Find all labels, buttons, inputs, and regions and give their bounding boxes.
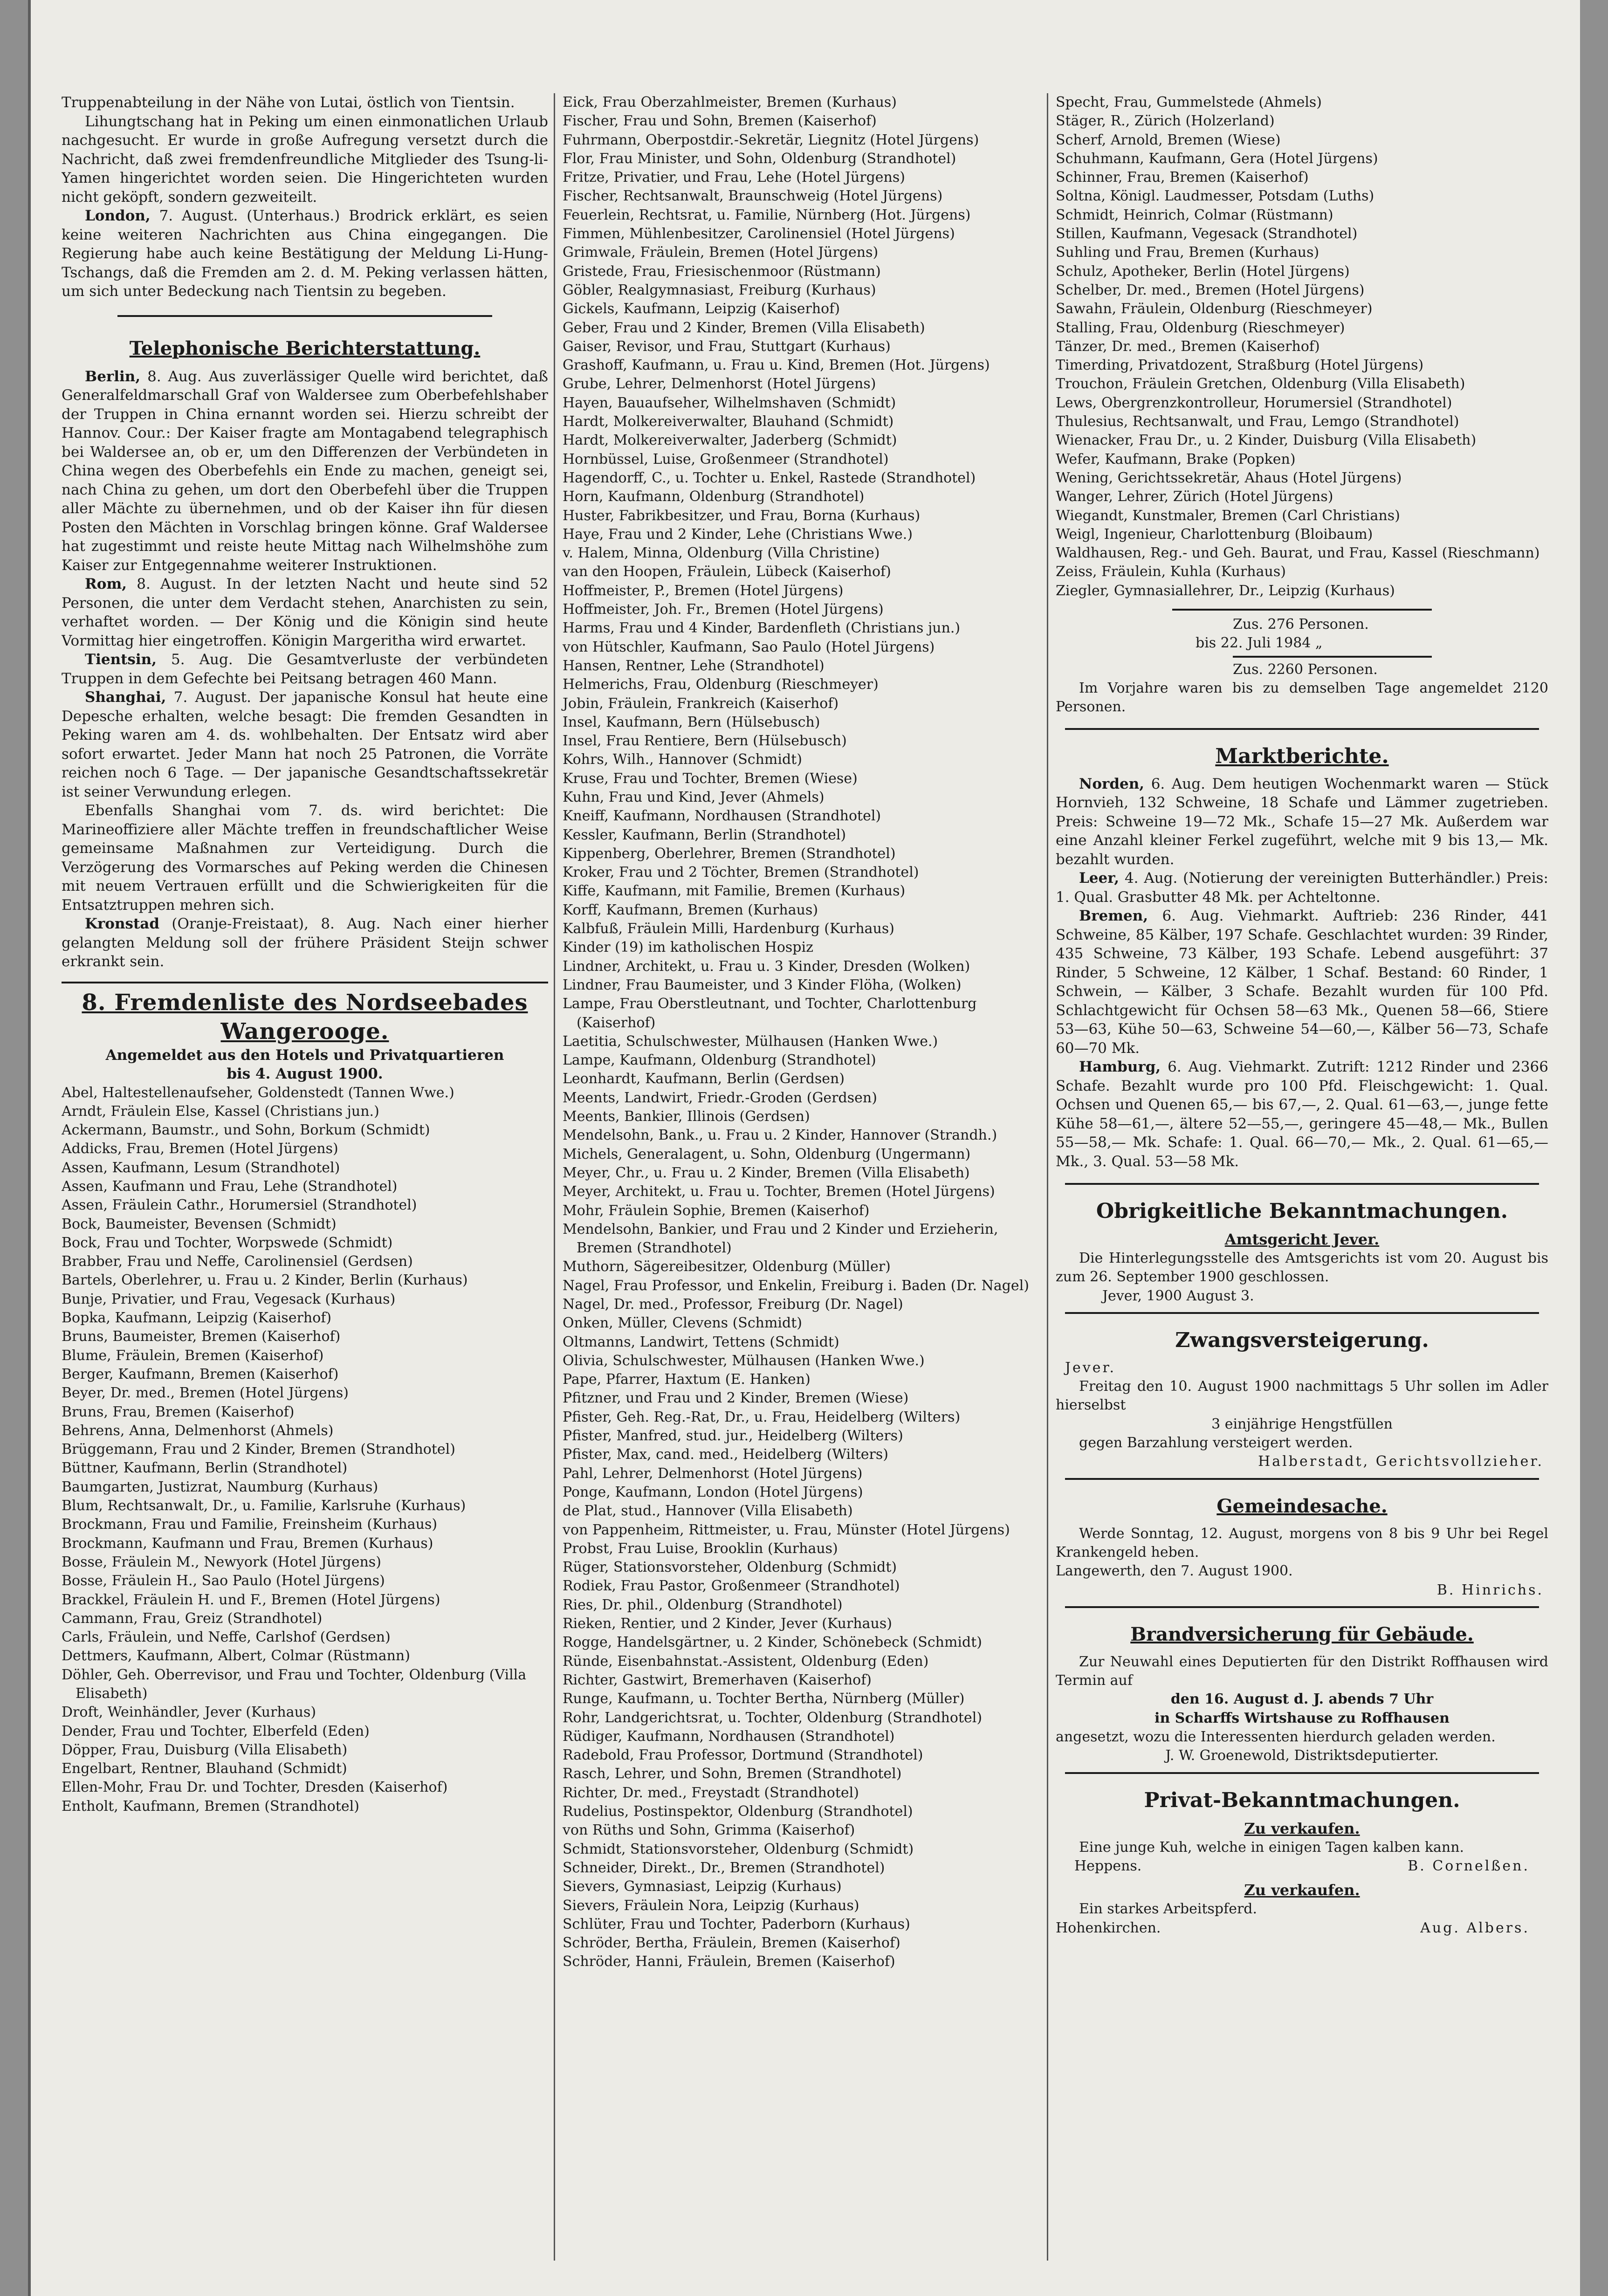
guest-entry: von Hütschler, Kaufmann, Sao Paulo (Hotel Jürgens) [563, 639, 935, 655]
section-heading-community: Gemeindesache. [1216, 1495, 1388, 1517]
guest-entry: Bruns, Frau, Bremen (Kaiserhof) [62, 1403, 295, 1420]
dateline: Bremen, [1079, 907, 1148, 924]
guest-entry: Rüger, Stationsvorsteher, Oldenburg (Schmidt) [563, 1559, 897, 1576]
notice-title: Amtsgericht Jever. [1224, 1230, 1380, 1248]
guest-entry: Huster, Fabrikbesitzer, und Frau, Borna (Kurhaus) [563, 507, 921, 524]
guest-entry: Fischer, Frau und Sohn, Bremen (Kaiserhof) [563, 113, 877, 130]
market-leer [1056, 869, 1548, 907]
guest-entry: Wiegandt, Kunstmaler, Bremen (Carl Christians) [1056, 507, 1400, 524]
guest-entry: Trouchon, Fräulein Gretchen, Oldenburg (Villa Elisabeth) [1056, 376, 1465, 392]
guest-entry: Kneiff, Kaufmann, Nordhausen (Strandhotel) [563, 808, 881, 825]
guest-entry: Suhling und Frau, Bremen (Kurhaus) [1056, 244, 1319, 261]
guest-entry: Pfister, Manfred, stud. jur., Heidelberg (Wilters) [563, 1428, 903, 1444]
dateline: London, [85, 207, 151, 224]
guest-entry: Assen, Kaufmann, Lesum (Strandhotel) [62, 1159, 340, 1176]
guest-list-middle [563, 93, 1048, 1972]
guest-entry: Nagel, Frau Professor, und Enkelin, Freiburg i. Baden (Dr. Nagel) [563, 1277, 1029, 1294]
guest-entry: Radebold, Frau Professor, Dortmund (Strandhotel) [563, 1747, 923, 1764]
guest-entry: Brüggemann, Frau und 2 Kinder, Bremen (Strandhotel) [62, 1441, 455, 1458]
notice-date: Jever, 1900 August 3. [1102, 1287, 1254, 1304]
news-text: 8. August. In der letzten Nacht und heute sind 52 Personen, die unter dem Verdacht stehen, Anarchisten zu sein, verhaftet worden. — Der König und die Königin sind heute Vormittag hier eingetroffen. Königin Margeritha wird erwartet. [62, 576, 548, 649]
divider [62, 982, 548, 983]
guest-entry: Muthorn, Sägereibesitzer, Oldenburg (Müller) [563, 1258, 891, 1275]
notice-text: Die Hinterlegungsstelle des Amtsgerichts ist vom 20. August bis zum 26. September 1900 geschlossen. [1056, 1250, 1548, 1285]
guest-entry: Wefer, Kaufmann, Brake (Popken) [1056, 451, 1296, 467]
guest-entry: Bosse, Fräulein H., Sao Paulo (Hotel Jürgens) [62, 1573, 385, 1589]
guest-entry: Bock, Frau und Tochter, Worpswede (Schmidt) [62, 1234, 393, 1251]
guest-entry: Gristede, Frau, Friesischenmoor (Rüstmann) [563, 263, 881, 280]
dateline: Berlin, [85, 368, 141, 385]
news-rom [62, 575, 548, 650]
insurance-text: angesetzt, wozu die Interessenten hierdurch geladen werden. [1056, 1729, 1496, 1746]
guest-entry: Rogge, Handelsgärtner, u. 2 Kinder, Schönebeck (Schmidt) [563, 1634, 982, 1651]
guest-entry: Bartels, Oberlehrer, u. Frau u. 2 Kinder, Berlin (Kurhaus) [62, 1272, 468, 1289]
divider [1065, 1312, 1539, 1314]
guest-entry: Assen, Fräulein Cathr., Horumersiel (Strandhotel) [62, 1197, 417, 1214]
guest-entry: Gaiser, Revisor, und Frau, Stuttgart (Kurhaus) [563, 338, 891, 355]
auction-place: Jever. [1065, 1359, 1116, 1376]
auction-text: gegen Barzahlung versteigert werden. [1079, 1435, 1353, 1451]
section-heading-auction: Zwangsversteigerung. [1175, 1328, 1429, 1352]
guest-entry: Probst, Frau Luise, Brooklin (Kurhaus) [563, 1540, 838, 1557]
guest-entry: Schneider, Direkt., Dr., Bremen (Strandhotel) [563, 1859, 885, 1876]
guest-entry: Oltmanns, Landwirt, Tettens (Schmidt) [563, 1334, 839, 1350]
market-text: 6. Aug. Viehmarkt. Auftrieb: 236 Rinder, 441 Schweine, 85 Kälber, 197 Schafe. Geschlachtet wurden: 39 Rinder, 435 Schweine, 73 Kälber, 193 Schafe. Lebend ausgeführt: 37 Rinder, 5 Schweine, 12 Kälber, 1 Schaf. Bestand: 60 Rinder, 1 Schwein, — Kälber, 3 Schafe. Bezahlt wurden für 100 Pfd. Schlachtgewicht für Ochsen 58—63 Mk., Quenen 58—66, Stiere 53—63, Kühe 50—63, Schweine 54—60,—, Kälber 56—73, Schafe 60—70 Mk. [1056, 907, 1548, 1057]
guest-entry: Entholt, Kaufmann, Bremen (Strandhotel) [62, 1798, 359, 1815]
guest-entry: van den Hoopen, Fräulein, Lübeck (Kaiserhof) [563, 564, 891, 580]
guest-entry: Bosse, Fräulein M., Newyork (Hotel Jürgens) [62, 1554, 381, 1570]
guest-entry: Jobin, Fräulein, Frankreich (Kaiserhof) [563, 695, 839, 712]
guest-entry: Geber, Frau und 2 Kinder, Bremen (Villa Elisabeth) [563, 319, 925, 336]
section-heading-official: Obrigkeitliche Bekanntmachungen. [1096, 1199, 1508, 1223]
market-hamburg [1056, 1058, 1548, 1171]
guest-entry: Carls, Fräulein, und Neffe, Carlshof (Gerdsen) [62, 1629, 391, 1646]
guest-entry: Dender, Frau und Tochter, Elberfeld (Eden) [62, 1723, 370, 1739]
guest-entry: Fuhrmann, Oberpostdir.-Sekretär, Liegnitz (Hotel Jürgens) [563, 131, 979, 148]
guest-entry: Meyer, Architekt, u. Frau u. Tochter, Bremen (Hotel Jürgens) [563, 1183, 995, 1200]
market-text: 6. Aug. Viehmarkt. Zutrift: 1212 Rinder und 2366 Schafe. Bezahlt wurde pro 100 Pfd. Fleischgewicht: 1. Qual. Ochsen und Quenen 65,— bis 67,—, 2. Qual. 61—63,—, junge fette Kühe 58—61,—, ältere 52—55,—, geringere 45—48,— Mk., Bullen 55—58,— Mk. Schafe: 1. Qual. 66—70,— Mk., 2. Qual. 61—65,— Mk., 3. Qual. 53—58 Mk. [1056, 1059, 1548, 1170]
sale-place: Hohenkirchen. [1056, 1919, 1161, 1936]
guest-entry: Schmidt, Heinrich, Colmar (Rüstmann) [1056, 206, 1333, 223]
news-text: 8. Aug. Aus zuverlässiger Quelle wird berichtet, daß Generalfeldmarschall Graf von Waldersee zum Oberbefehlshaber der Truppen in China ernannt worden sei. Hierzu schreibt der Hannov. Cour.: Der Kaiser fragte am Montagabend telegraphisch bei Waldersee an, ob er, um den Differenzen der Verbündeten in China wegen des Oberbefehls ein Ende zu machen, geneigt sei, nach China zu gehen, um dort den Oberbefehl über die Truppen aller Mächte zu übernehmen, und ob der Kaiser ihn für diesen Posten den Mächten in Vorschlag bringen könne. Graf Waldersee hat zugestimmt und reiste heute Mittag nach Wilhelmshöhe zum Kaiser zur Entgegennahme weiterer Instruktionen. [62, 368, 548, 574]
guest-entry: Laetitia, Schulschwester, Mülhausen (Hanken Wwe.) [563, 1033, 938, 1050]
guest-entry: Haye, Frau und 2 Kinder, Lehe (Christians Wwe.) [563, 526, 913, 543]
guest-entry: Pfister, Max, cand. med., Heidelberg (Wilters) [563, 1446, 888, 1463]
guest-entry: Kinder (19) im katholischen Hospiz [563, 939, 813, 956]
community-date: Langewerth, den 7. August 1900. [1056, 1563, 1293, 1580]
guest-entry: Ries, Dr. phil., Oldenburg (Strandhotel) [563, 1596, 843, 1613]
guest-entry: Kuhn, Frau und Kind, Jever (Ahmels) [563, 789, 825, 805]
guest-entry: Grube, Lehrer, Delmenhorst (Hotel Jürgens) [563, 376, 876, 392]
market-text: 6. Aug. Dem heutigen Wochenmarkt waren — Stück Hornvieh, 132 Schweine, 18 Schafe und Lämmer zugetrieben. Preis: Schweine 19—72 Mk., Schafe 15—27 Mk. Außerdem war eine Anzahl kleiner Ferkel zugeführt, welche mit 9 bis 13,— Mk. bezahlt wurden. [1056, 775, 1548, 868]
guest-entry: Tänzer, Dr. med., Bremen (Kaiserhof) [1056, 338, 1320, 355]
dateline: Norden, [1079, 775, 1145, 792]
guest-entry: Hayen, Bauaufseher, Wilhelmshaven (Schmidt) [563, 394, 896, 411]
sale-title: Zu verkaufen. [1244, 1881, 1360, 1899]
guest-entry: Fritze, Privatier, und Frau, Lehe (Hotel Jürgens) [563, 169, 905, 186]
guest-entry: Ponge, Kaufmann, London (Hotel Jürgens) [563, 1484, 863, 1500]
sale-footer [1056, 1919, 1548, 1938]
guest-entry: Berger, Kaufmann, Bremen (Kaiserhof) [62, 1366, 339, 1382]
guest-list-right [1056, 93, 1548, 600]
guest-entry: Eick, Frau Oberzahlmeister, Bremen (Kurhaus) [563, 94, 897, 110]
guest-entry: Hornbüssel, Luise, Großenmeer (Strandhotel) [563, 451, 889, 467]
guest-entry: Bruns, Baumeister, Bremen (Kaiserhof) [62, 1328, 341, 1345]
guest-entry: Olivia, Schulschwester, Mülhausen (Hanken Wwe.) [563, 1352, 925, 1369]
guest-entry: Insel, Frau Rentiere, Bern (Hülsebusch) [563, 733, 847, 749]
guest-entry: Michels, Generalagent, u. Sohn, Oldenburg (Ungermann) [563, 1146, 971, 1162]
guest-entry: Fischer, Rechtsanwalt, Braunschweig (Hotel Jürgens) [563, 188, 943, 205]
insurance-signature: J. W. Groenewold, Distriktsdeputierter. [1165, 1747, 1439, 1764]
newspaper-page [28, 0, 1580, 2296]
guest-entry: Richter, Gastwirt, Bremerhaven (Kaiserhof) [563, 1671, 872, 1688]
sale-text: Ein starkes Arbeitspferd. [1079, 1901, 1258, 1918]
guest-entry: Lindner, Frau Baumeister, und 3 Kinder Flöha, (Wolken) [563, 976, 962, 993]
guest-entry: Kruse, Frau und Tochter, Bremen (Wiese) [563, 770, 858, 787]
guest-entry: Assen, Kaufmann und Frau, Lehe (Strandhotel) [62, 1178, 398, 1195]
market-norden [1056, 775, 1548, 869]
news-london [62, 206, 548, 301]
guest-entry: Pfister, Geh. Reg.-Rat, Dr., u. Frau, Heidelberg (Wilters) [563, 1409, 961, 1425]
guest-entry: Beyer, Dr. med., Bremen (Hotel Jürgens) [62, 1385, 349, 1402]
guest-entry: Arndt, Fräulein Else, Kassel (Christians jun.) [62, 1103, 379, 1120]
dateline: Tientsin, [85, 651, 157, 668]
guest-entry: Grashoff, Kaufmann, u. Frau u. Kind, Bremen (Hot. Jürgens) [563, 357, 990, 374]
guest-entry: Blume, Fräulein, Bremen (Kaiserhof) [62, 1347, 324, 1364]
guest-entry: Thulesius, Rechtsanwalt, und Frau, Lemgo (Strandhotel) [1056, 413, 1459, 430]
news-paragraph: Lihungtschang hat in Peking um einen einmonatlichen Urlaub nachgesucht. Er wurde in große Aufregung versetzt durch die Nachricht, daß zwei fremdenfreundliche Mitglieder des Tsung-li-Yamen hingerichtet worden seien. Die Hingerichteten wurden nicht geköpft, sondern gezweiteilt. [62, 113, 548, 206]
market-bremen [1056, 907, 1548, 1058]
community-signature: B. Hinrichs. [1436, 1581, 1544, 1598]
guest-entry: Meents, Bankier, Illinois (Gerdsen) [563, 1108, 810, 1125]
guest-entry: Insel, Kaufmann, Bern (Hülsebusch) [563, 714, 820, 730]
guest-entry: Wienacker, Frau Dr., u. 2 Kinder, Duisburg (Villa Elisabeth) [1056, 432, 1477, 449]
totals-line: Zus. 2260 Personen. [1233, 661, 1378, 678]
insurance-text: Zur Neuwahl eines Deputierten für den Distrikt Roffhausen wird Termin auf [1056, 1653, 1548, 1689]
guest-entry: Meents, Landwirt, Friedr.-Groden (Gerdsen) [563, 1089, 877, 1106]
left-column [62, 93, 548, 2261]
guest-entry: Mendelsohn, Bank., u. Frau u. 2 Kinder, Hannover (Strandh.) [563, 1127, 997, 1144]
guest-entry: Mohr, Fräulein Sophie, Bremen (Kaiserhof) [563, 1202, 870, 1219]
section-heading-private: Privat-Bekanntmachungen. [1144, 1788, 1460, 1812]
guest-entry: Hoffmeister, Joh. Fr., Bremen (Hotel Jürgens) [563, 601, 884, 618]
insurance-date: den 16. August d. J. abends 7 Uhr [1170, 1691, 1434, 1708]
guest-entry: Sievers, Gymnasiast, Leipzig (Kurhaus) [563, 1878, 842, 1895]
sale-place: Heppens. [1074, 1857, 1142, 1874]
guest-entry: Ackermann, Baumstr., und Sohn, Borkum (Schmidt) [62, 1122, 430, 1139]
guest-entry: Kroker, Frau und 2 Töchter, Bremen (Strandhotel) [563, 864, 919, 881]
guest-entry: Lindner, Architekt, u. Frau u. 3 Kinder, Dresden (Wolken) [563, 958, 970, 975]
guest-entry: Dettmers, Kaufmann, Albert, Colmar (Rüstmann) [62, 1648, 410, 1664]
sale-title: Zu verkaufen. [1244, 1819, 1360, 1837]
guest-entry: von Rüths und Sohn, Grimma (Kaiserhof) [563, 1822, 855, 1839]
guest-entry: Fimmen, Mühlenbesitzer, Carolinensiel (Hotel Jürgens) [563, 226, 955, 242]
dateline: Rom, [85, 576, 127, 592]
guest-entry: Flor, Frau Minister, und Sohn, Oldenburg (Strandhotel) [563, 150, 956, 167]
guest-entry: Pahl, Lehrer, Delmenhorst (Hotel Jürgens) [563, 1465, 863, 1482]
guest-list-left [62, 1084, 548, 1816]
guest-entry: Zeiss, Fräulein, Kuhla (Kurhaus) [1056, 564, 1286, 580]
totals-line: Zus. 276 Personen. [1233, 616, 1369, 633]
guest-entry: Onken, Müller, Clevens (Schmidt) [563, 1315, 802, 1332]
guest-entry: Rieken, Rentier, und 2 Kinder, Jever (Kurhaus) [563, 1615, 892, 1632]
news-text: 7. August. (Unterhaus.) Brodrick erklärt, es seien keine weiteren Nachrichten aus China eingegangen. Die Regierung habe auch keine Bestätigung der Meldung Li-Hung-Tschangs, daß die Fremden am 2. d. M. Peking verlassen hätten, um sich unter Bedeckung nach Tientsin zu begeben. [62, 207, 548, 300]
news-berlin [62, 367, 548, 575]
news-paragraph: Truppenabteilung in der Nähe von Lutai, östlich von Tientsin. [62, 94, 515, 111]
guest-entry: Blum, Rechtsanwalt, Dr., u. Familie, Karlsruhe (Kurhaus) [62, 1498, 466, 1514]
guest-entry: Lews, Obergrenzkontrolleur, Horumersiel (Strandhotel) [1056, 394, 1452, 411]
guest-entry: Wening, Gerichtssekretär, Ahaus (Hotel Jürgens) [1056, 469, 1402, 486]
guest-entry: Schinner, Frau, Bremen (Kaiserhof) [1056, 169, 1309, 186]
guest-entry: Ründe, Eisenbahnstat.-Assistent, Oldenburg (Eden) [563, 1653, 929, 1670]
guest-entry: Stillen, Kaufmann, Vegesack (Strandhotel) [1056, 226, 1358, 242]
dateline: Shanghai, [85, 689, 166, 706]
guest-entry: Kalbfuß, Fräulein Milli, Hardenburg (Kurhaus) [563, 921, 894, 937]
divider [1065, 1772, 1539, 1774]
guest-entry: Döhler, Geh. Oberrevisor, und Frau und Tochter, Oldenburg (Villa Elisabeth) [62, 1666, 527, 1702]
guest-entry: Gickels, Kaufmann, Leipzig (Kaiserhof) [563, 301, 840, 317]
guest-entry: Schulz, Apotheker, Berlin (Hotel Jürgens) [1056, 263, 1350, 280]
guest-entry: Schröder, Hanni, Fräulein, Bremen (Kaiserhof) [563, 1953, 895, 1970]
insurance-place: in Scharffs Wirtshause zu Roffhausen [1154, 1710, 1450, 1726]
guest-entry: Lampe, Kaufmann, Oldenburg (Strandhotel) [563, 1052, 876, 1069]
guest-entry: Droft, Weinhändler, Jever (Kurhaus) [62, 1704, 316, 1721]
guest-entry: Brockmann, Kaufmann und Frau, Bremen (Kurhaus) [62, 1535, 433, 1552]
guest-entry: Engelbart, Rentner, Blauhand (Schmidt) [62, 1760, 347, 1777]
section-heading-telephone: Telephonische Berichterstattung. [129, 337, 481, 359]
news-text: 5. Aug. Die Gesamtverluste der verbündeten Truppen in dem Gefechte bei Peitsang betragen 460 Mann. [62, 651, 548, 687]
guest-entry: Helmerichs, Frau, Oldenburg (Rieschmeyer) [563, 676, 879, 693]
sale-footer [1056, 1857, 1548, 1876]
guest-entry: Ellen-Mohr, Frau Dr. und Tochter, Dresden (Kaiserhof) [62, 1779, 448, 1796]
guest-entry: Horn, Kaufmann, Oldenburg (Strandhotel) [563, 488, 865, 505]
dateline: Hamburg, [1079, 1059, 1161, 1075]
guest-entry: Hansen, Rentner, Lehe (Strandhotel) [563, 657, 825, 674]
divider [1172, 609, 1432, 611]
news-tientsin [62, 650, 548, 688]
guest-entry: Schelber, Dr. med., Bremen (Hotel Jürgens) [1056, 282, 1365, 298]
guest-entry: Stäger, R., Zürich (Holzerland) [1056, 113, 1275, 130]
guest-entry: Schmidt, Stationsvorsteher, Oldenburg (Schmidt) [563, 1841, 914, 1857]
guest-entry: Weigl, Ingenieur, Charlottenburg (Bloibaum) [1056, 526, 1373, 543]
guest-entry: Schuhmann, Kaufmann, Gera (Hotel Jürgens) [1056, 150, 1378, 167]
guestlist-subtitle-date: bis 4. August 1900. [227, 1066, 383, 1082]
sale-signature: B. Cornelßen. [1408, 1857, 1530, 1874]
guest-entry: Abel, Haltestellenaufseher, Goldenstedt (Tannen Wwe.) [62, 1084, 454, 1101]
guest-entry: Sawahn, Fräulein, Oldenburg (Rieschmeyer) [1056, 301, 1373, 317]
guest-entry: Waldhausen, Reg.- und Geh. Baurat, und Frau, Kassel (Rieschmann) [1056, 545, 1540, 562]
sale-signature: Aug. Albers. [1420, 1919, 1530, 1936]
guest-entry: Rodiek, Frau Pastor, Großenmeer (Strandhotel) [563, 1578, 900, 1595]
dateline: Leer, [1079, 870, 1120, 887]
guest-entry: Göbler, Realgymnasiast, Freiburg (Kurhaus) [563, 282, 876, 298]
guest-entry: Hagendorff, C., u. Tochter u. Enkel, Rastede (Strandhotel) [563, 469, 976, 486]
guest-entry: Stalling, Frau, Oldenburg (Rieschmeyer) [1056, 319, 1345, 336]
guest-entry: Bunje, Privatier, und Frau, Vegesack (Kurhaus) [62, 1291, 396, 1307]
guest-entry: Soltna, Königl. Laudmesser, Potsdam (Luths) [1056, 188, 1374, 205]
divider [1065, 1183, 1539, 1185]
guest-entry: Hardt, Molkereiverwalter, Blauhand (Schmidt) [563, 413, 894, 430]
guest-entry: Ziegler, Gymnasiallehrer, Dr., Leipzig (Kurhaus) [1056, 582, 1395, 599]
guest-entry: v. Halem, Minna, Oldenburg (Villa Christine) [563, 545, 880, 562]
auction-text: Freitag den 10. August 1900 nachmittags 5 Uhr sollen im Adler hierselbst [1056, 1378, 1548, 1414]
guest-entry: Döpper, Frau, Duisburg (Villa Elisabeth) [62, 1741, 348, 1758]
guest-entry: Behrens, Anna, Delmenhorst (Ahmels) [62, 1422, 334, 1439]
guest-entry: Addicks, Frau, Bremen (Hotel Jürgens) [62, 1141, 338, 1157]
guest-entry: Kessler, Kaufmann, Berlin (Strandhotel) [563, 826, 846, 843]
guest-entry: von Pappenheim, Rittmeister, u. Frau, Münster (Hotel Jürgens) [563, 1521, 1010, 1538]
guest-entry: Mendelsohn, Bankier, und Frau und 2 Kinder und Erzieherin, Bremen (Strandhotel) [563, 1221, 998, 1257]
guest-entry: Nagel, Dr. med., Professor, Freiburg (Dr. Nagel) [563, 1296, 903, 1313]
guest-entry: Rasch, Lehrer, und Sohn, Bremen (Strandhotel) [563, 1766, 902, 1782]
auction-signature: Halberstadt, Gerichtsvollzieher. [1258, 1453, 1544, 1470]
guest-entry: Sievers, Fräulein Nora, Leipzig (Kurhaus) [563, 1897, 859, 1914]
totals-note: Im Vorjahre waren bis zu demselben Tage angemeldet 2120 Personen. [1056, 680, 1548, 715]
guest-entry: Meyer, Chr., u. Frau u. 2 Kinder, Bremen (Villa Elisabeth) [563, 1164, 970, 1181]
guest-entry: Kohrs, Wilh., Hannover (Schmidt) [563, 751, 802, 768]
guest-entry: Bopka, Kaufmann, Leipzig (Kaiserhof) [62, 1310, 332, 1327]
guest-entry: Timerding, Privatdozent, Straßburg (Hotel Jürgens) [1056, 357, 1424, 374]
guest-entry: Pape, Pfarrer, Haxtum (E. Hanken) [563, 1371, 811, 1388]
section-heading-guestlist: 8. Fremdenliste des Nordseebades Wangerooge. [82, 989, 528, 1045]
news-shanghai-2: Ebenfalls Shanghai vom 7. ds. wird berichtet: Die Marineoffiziere aller Mächte treffen in freundschaftlicher Weise gemeinsame Maßnahmen zur Verteidigung. Durch die Verzögerung des Vormarsches auf Peking werden die Chinesen mit neuem Vertrauen erfüllt und die Schwierigkeiten für die Entsatztruppen mehren sich. [62, 802, 548, 914]
guest-entry: Rudelius, Postinspektor, Oldenburg (Strandhotel) [563, 1803, 913, 1820]
guest-entry: Hardt, Molkereiverwalter, Jaderberg (Schmidt) [563, 432, 897, 449]
guest-entry: Feuerlein, Rechtsrat, u. Familie, Nürnberg (Hot. Jürgens) [563, 206, 971, 223]
guest-entry: Specht, Frau, Gummelstede (Ahmels) [1056, 94, 1322, 110]
guest-entry: Rohr, Landgerichtsrat, u. Tochter, Oldenburg (Strandhotel) [563, 1709, 983, 1726]
news-shanghai [62, 688, 548, 801]
divider [1233, 656, 1432, 658]
right-column [1047, 93, 1548, 2261]
guest-entry: Grimwale, Fräulein, Bremen (Hotel Jürgens) [563, 244, 879, 261]
divider [1065, 1478, 1539, 1480]
guest-entry: Schröder, Bertha, Fräulein, Bremen (Kaiserhof) [563, 1935, 900, 1952]
guest-entry: Pfitzner, und Frau und 2 Kinder, Bremen (Wiese) [563, 1390, 909, 1407]
guestlist-subtitle: Angemeldet aus den Hotels und Privatquartieren [105, 1046, 504, 1064]
guest-entry: Brabber, Frau und Neffe, Carolinensiel (Gerdsen) [62, 1253, 413, 1270]
news-text: 7. August. Der japanische Konsul hat heute eine Depesche erhalten, welche besagt: Die fremden Gesandten in Peking waren am 4. ds. wohlbehalten. Der Entsatz wird aber sofort erwartet. Jeder Mann hat noch 25 Patronen, die Vorräte reichen noch 6 Tage. — Der japanische Gesandtschaftssekretär ist seiner Verwundung erlegen. [62, 689, 548, 800]
guest-entry: Cammann, Frau, Greiz (Strandhotel) [62, 1610, 323, 1627]
divider [117, 315, 492, 317]
guest-entry: de Plat, stud., Hannover (Villa Elisabeth) [563, 1503, 853, 1519]
guest-entry: Scherf, Arnold, Bremen (Wiese) [1056, 131, 1281, 148]
guest-entry: Wanger, Lehrer, Zürich (Hotel Jürgens) [1056, 488, 1333, 505]
guest-entry: Kippenberg, Oberlehrer, Bremen (Strandhotel) [563, 845, 896, 862]
guest-entry: Lampe, Frau Oberstleutnant, und Tochter, Charlottenburg (Kaiserhof) [563, 996, 977, 1031]
totals-line: bis 22. Juli 1984 „ [1196, 635, 1323, 652]
guest-entry: Runge, Kaufmann, u. Tochter Bertha, Nürnberg (Müller) [563, 1691, 965, 1707]
guest-entry: Kiffe, Kaufmann, mit Familie, Bremen (Kurhaus) [563, 883, 906, 900]
auction-item: 3 einjährige Hengstfüllen [1211, 1416, 1393, 1432]
guest-entry: Schlüter, Frau und Tochter, Paderborn (Kurhaus) [563, 1916, 910, 1932]
guest-entry: Hoffmeister, P., Bremen (Hotel Jürgens) [563, 582, 844, 599]
guest-entry: Büttner, Kaufmann, Berlin (Strandhotel) [62, 1460, 348, 1477]
dateline: Kronstad [85, 915, 160, 932]
guest-entry: Leonhardt, Kaufmann, Berlin (Gerdsen) [563, 1071, 845, 1087]
guest-entry: Baumgarten, Justizrat, Naumburg (Kurhaus) [62, 1478, 378, 1495]
guest-entry: Brackkel, Fräulein H. und F., Bremen (Hotel Jürgens) [62, 1591, 440, 1608]
guest-entry: Harms, Frau und 4 Kinder, Bardenfleth (Christians jun.) [563, 620, 961, 637]
section-heading-market: Marktberichte. [1215, 744, 1389, 768]
community-text: Werde Sonntag, 12. August, morgens von 8 bis 9 Uhr bei Regel Krankengeld heben. [1056, 1525, 1548, 1560]
market-text: 4. Aug. (Notierung der vereinigten Butterhändler.) Preis: 1. Qual. Grasbutter 48 Mk. per Achteltonne. [1056, 870, 1548, 906]
divider [1065, 728, 1539, 730]
guest-entry: Brockmann, Frau und Familie, Freinsheim (Kurhaus) [62, 1516, 438, 1533]
section-heading-fire-insurance: Brandversicherung für Gebäude. [1130, 1623, 1474, 1645]
divider [1065, 1606, 1539, 1608]
guest-entry: Rüdiger, Kaufmann, Nordhausen (Strandhotel) [563, 1728, 895, 1745]
news-kronstad [62, 914, 548, 971]
middle-column [554, 93, 1048, 2261]
news-text: (Oranje-Freistaat), 8. Aug. Nach einer hierher gelangten Meldung soll der frühere Präsident Steijn schwer erkrankt sein. [62, 915, 548, 970]
sale-text: Eine junge Kuh, welche in einigen Tagen kalben kann. [1079, 1839, 1464, 1856]
guest-entry: Korff, Kaufmann, Bremen (Kurhaus) [563, 901, 818, 918]
guest-entry: Bock, Baumeister, Bevensen (Schmidt) [62, 1216, 337, 1232]
guest-entry: Richter, Dr. med., Freystadt (Strandhotel) [563, 1784, 859, 1801]
